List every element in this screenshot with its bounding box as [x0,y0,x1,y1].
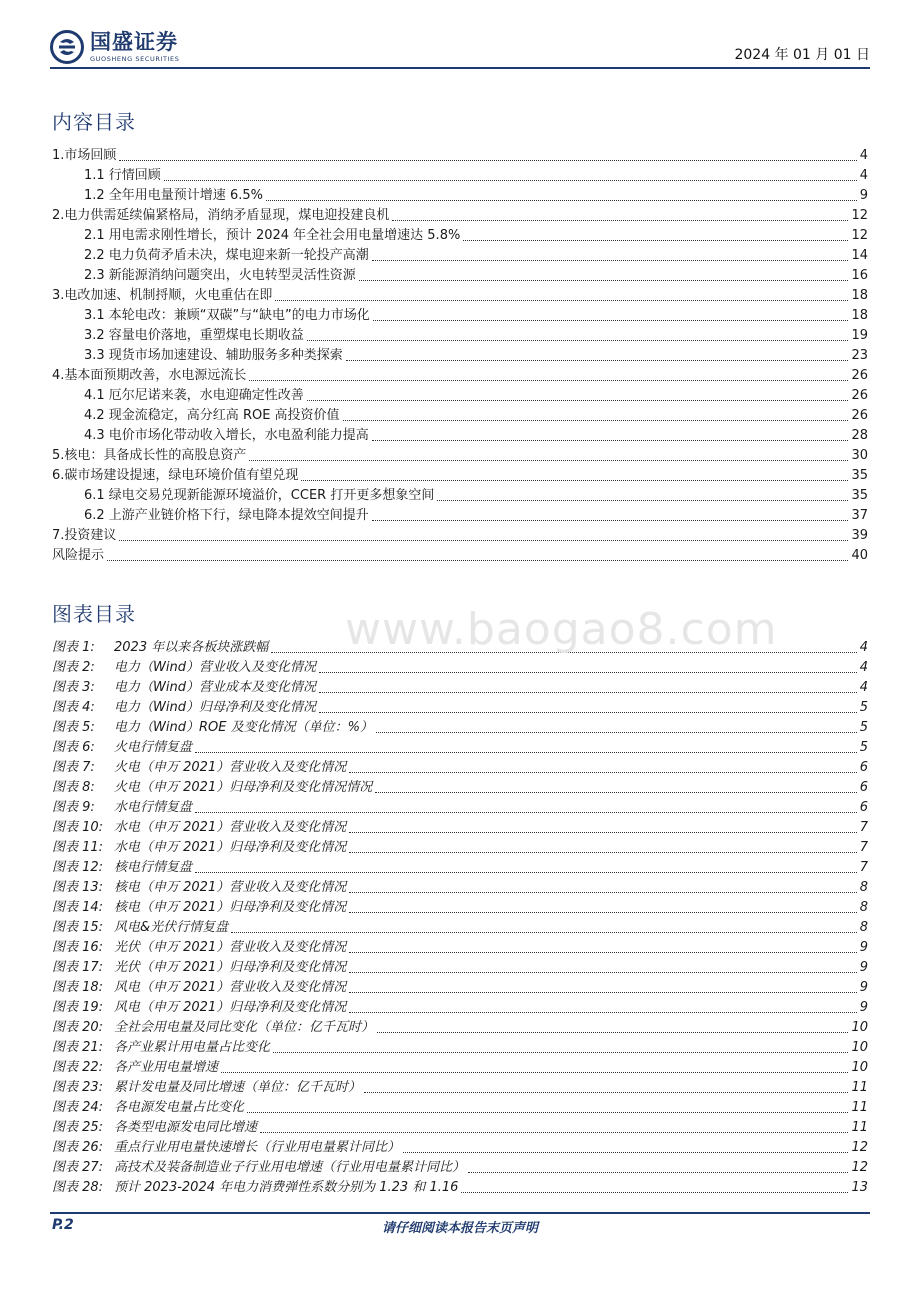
figure-entry[interactable] [52,818,868,838]
figure-entry[interactable] [52,838,868,858]
toc-leader-dots [349,892,857,893]
figure-entry-page: 10 [851,1020,868,1035]
figure-entry[interactable] [52,658,868,678]
figure-entry[interactable] [52,1078,868,1098]
logo-english: GUOSHENG SECURITIES [90,54,180,63]
figure-entry-page: 9 [859,1000,868,1015]
figure-entry[interactable] [52,678,868,698]
toc-leader-dots [346,360,849,361]
toc-entry[interactable] [52,406,868,426]
figure-entry-label: 图表 8: [52,780,95,795]
toc-leader-dots [461,1192,848,1193]
toc-entry[interactable] [52,486,868,506]
figure-entry-title: 火电行情复盘 [114,740,193,755]
figure-entry-title: 重点行业用电量快速增长（行业用电量累计同比） [114,1140,401,1155]
toc-entry[interactable] [52,306,868,326]
figure-entry-page: 9 [859,940,868,955]
toc-entry-page: 14 [851,248,868,263]
figure-entry-title: 各产业累计用电量占比变化 [114,1040,271,1055]
toc-leader-dots [164,180,857,181]
figure-entry-page: 7 [859,840,868,855]
figure-entry-label: 图表 11: [52,840,104,855]
toc-leader-dots [301,480,848,481]
toc-leader-dots [377,1032,848,1033]
figure-entry-page: 11 [851,1120,868,1135]
company-logo [50,30,179,64]
figure-entry-label: 图表 21: [52,1040,104,1055]
figure-entry-title: 风电&光伏行情复盘 [114,920,229,935]
figure-entry-title: 核电行情复盘 [114,860,193,875]
figure-entry-title: 电力（Wind）营业成本及变化情况 [114,680,316,695]
figure-entry-page: 5 [859,740,868,755]
figure-entry-page: 7 [859,820,868,835]
toc-leader-dots [392,220,848,221]
figure-entry-title: 全社会用电量及同比变化（单位：亿千瓦时） [114,1020,375,1035]
footer-divider [50,1212,870,1214]
figure-entry-page: 8 [859,900,868,915]
toc-leader-dots [107,560,848,561]
toc-entry[interactable] [52,386,868,406]
toc-entry[interactable] [52,286,868,306]
figure-entry-label: 图表 28: [52,1180,104,1195]
toc-entry-page: 18 [851,288,868,303]
footer-disclaimer: 请仔细阅读本报告末页声明 [381,1221,538,1236]
toc-leader-dots [372,260,849,261]
toc-leader-dots [375,792,857,793]
toc-entry-title: 1.1 行情回顾 [84,168,161,183]
figure-entry-label: 图表 2: [52,660,95,675]
toc-entry[interactable] [52,266,868,286]
toc-entry-title: 风险提示 [52,548,105,563]
toc-entry-page: 19 [851,328,868,343]
toc-entry[interactable] [52,426,868,446]
figure-entry-page: 13 [851,1180,868,1195]
toc-entry[interactable] [52,526,868,546]
figure-entry-page: 5 [859,700,868,715]
toc-leader-dots [249,380,848,381]
figure-entry-page: 9 [859,960,868,975]
figure-entry[interactable] [52,898,868,918]
toc-entry-title: 1.2 全年用电量预计增速 6.5% [84,188,263,203]
toc-leader-dots [119,160,856,161]
toc-leader-dots [372,440,849,441]
toc-entry-page: 28 [851,428,868,443]
toc-leader-dots [349,992,857,993]
toc-leader-dots [307,340,849,341]
toc-entry-page: 18 [851,308,868,323]
figure-entry-page: 8 [859,920,868,935]
toc-leader-dots [349,852,857,853]
figure-entry[interactable] [52,1058,868,1078]
toc-leader-dots [260,1132,848,1133]
toc-leader-dots [195,752,857,753]
toc-entry-title: 5.核电：具备成长性的高股息资产 [52,448,247,463]
figure-entry-page: 4 [859,680,868,695]
toc-entry-page: 37 [851,508,868,523]
toc-entry-title: 6.碳市场建设提速，绿电环境价值有望兑现 [52,468,299,483]
toc-entry[interactable] [52,346,868,366]
figure-entry[interactable] [52,958,868,978]
figure-entry[interactable] [52,1038,868,1058]
figure-entry-label: 图表 17: [52,960,104,975]
toc-leader-dots [364,1092,848,1093]
toc-entry-page: 12 [851,208,868,223]
figure-entry-label: 图表 5: [52,720,95,735]
figure-entry-title: 各产业用电量增速 [114,1060,219,1075]
figure-entry-title: 累计发电量及同比增速（单位：亿千瓦时） [114,1080,362,1095]
figure-entry-label: 图表 3: [52,680,95,695]
toc-leader-dots [343,420,849,421]
figure-entry-page: 10 [851,1060,868,1075]
figure-entry-label: 图表 19: [52,1000,104,1015]
toc-entry-page: 35 [851,488,868,503]
figure-entry-page: 6 [859,760,868,775]
figure-entry-label: 图表 27: [52,1160,104,1175]
toc-entry-title: 2.1 用电需求刚性增长，预计 2024 年全社会用电量增速达 5.8% [84,228,461,243]
toc-entry-page: 26 [851,388,868,403]
figure-entry-label: 图表 12: [52,860,104,875]
figure-entry-title: 各类型电源发电同比增速 [114,1120,258,1135]
toc-entry-title: 2.3 新能源消纳问题突出，火电转型灵活性资源 [84,268,356,283]
figure-entry[interactable] [52,1018,868,1038]
toc-entry[interactable] [52,366,868,386]
page-number: P.2 [52,1217,74,1233]
toc-entry-title: 4.基本面预期改善，水电源远流长 [52,368,247,383]
figure-entry-page: 8 [859,880,868,895]
figure-entry[interactable] [52,1178,868,1198]
toc-entry-page: 4 [859,148,868,163]
figure-entry-page: 10 [851,1040,868,1055]
toc-leader-dots [359,280,849,281]
contents-title: 内容目录 [52,110,136,134]
figure-entry[interactable] [52,718,868,738]
figure-entry[interactable] [52,1158,868,1178]
figure-entry-title: 核电（申万 2021）营业收入及变化情况 [114,880,347,895]
toc-entry-title: 4.3 电价市场化带动收入增长，水电盈利能力提高 [84,428,369,443]
figure-entry[interactable] [52,778,868,798]
toc-entry-title: 2.电力供需延续偏紧格局，消纳矛盾显现，煤电迎投建良机 [52,208,390,223]
toc-leader-dots [319,692,857,693]
figure-entry[interactable] [52,998,868,1018]
toc-leader-dots [463,240,848,241]
toc-entry[interactable] [52,546,868,566]
figure-entry-title: 光伏（申万 2021）归母净利及变化情况 [114,960,347,975]
figure-entry-label: 图表 24: [52,1100,104,1115]
toc-leader-dots [231,932,857,933]
toc-leader-dots [319,672,857,673]
toc-entry-title: 2.2 电力负荷矛盾未决，煤电迎来新一轮投产高潮 [84,248,369,263]
toc-entry-title: 7.投资建议 [52,528,117,543]
figure-entry[interactable] [52,758,868,778]
toc-leader-dots [273,1052,848,1053]
figure-entry[interactable] [52,738,868,758]
toc-entry-page: 40 [851,548,868,563]
figure-entry[interactable] [52,1138,868,1158]
header-divider [50,67,870,69]
toc-leader-dots [349,832,857,833]
figure-entry-title: 核电（申万 2021）归母净利及变化情况 [114,900,347,915]
toc-entry[interactable] [52,166,868,186]
figure-entry-title: 光伏（申万 2021）营业收入及变化情况 [114,940,347,955]
toc-leader-dots [373,320,849,321]
toc-leader-dots [349,1012,857,1013]
figure-entry[interactable] [52,938,868,958]
toc-entry-page: 16 [851,268,868,283]
toc-entry[interactable] [52,146,868,166]
toc-leader-dots [437,500,848,501]
figure-entry-title: 电力（Wind）营业收入及变化情况 [114,660,316,675]
toc-entry-page: 4 [859,168,868,183]
figure-entry-label: 图表 26: [52,1140,104,1155]
figure-entry-title: 电力（Wind）ROE 及变化情况（单位：%） [114,720,373,735]
report-date: 2024 年 01 月 01 日 [734,47,870,63]
toc-leader-dots [249,460,848,461]
figure-entry-page: 5 [859,720,868,735]
figure-entry-title: 电力（Wind）归母净利及变化情况 [114,700,316,715]
figure-entry-title: 预计 2023-2024 年电力消费弹性系数分别为 1.23 和 1.16 [114,1180,459,1195]
figure-entry-title: 风电（申万 2021）归母净利及变化情况 [114,1000,347,1015]
toc-entry-page: 26 [851,368,868,383]
figure-entry-label: 图表 16: [52,940,104,955]
figure-entry-page: 7 [859,860,868,875]
toc-entry[interactable] [52,246,868,266]
figure-entry-label: 图表 4: [52,700,95,715]
toc-leader-dots [403,1152,848,1153]
figure-entry-title: 火电（申万 2021）营业收入及变化情况 [114,760,347,775]
toc-entry-page: 39 [851,528,868,543]
figure-entry-label: 图表 20: [52,1020,104,1035]
figure-entry-page: 6 [859,780,868,795]
toc-leader-dots [119,540,848,541]
toc-leader-dots [349,772,857,773]
toc-entry-title: 6.2 上游产业链价格下行，绿电降本提效空间提升 [84,508,369,523]
page-header [50,28,870,68]
toc-leader-dots [319,712,857,713]
toc-entry[interactable] [52,206,868,226]
toc-leader-dots [275,300,848,301]
figure-entry-label: 图表 25: [52,1120,104,1135]
figure-entry-label: 图表 6: [52,740,95,755]
figure-entry-page: 12 [851,1140,868,1155]
figure-entry-title: 火电（申万 2021）归母净利及变化情况情况 [114,780,373,795]
contents-list [52,146,868,566]
toc-leader-dots [247,1112,848,1113]
toc-entry[interactable] [52,506,868,526]
toc-leader-dots [221,1072,848,1073]
toc-entry-title: 4.2 现金流稳定，高分红高 ROE 高投资价值 [84,408,340,423]
toc-leader-dots [468,1172,848,1173]
toc-leader-dots [307,400,849,401]
toc-entry-title: 4.1 厄尔尼诺来袭，水电迎确定性改善 [84,388,304,403]
figure-entry-page: 11 [851,1080,868,1095]
figures-list [52,638,868,1198]
toc-entry-page: 23 [851,348,868,363]
toc-leader-dots [376,732,857,733]
figure-entry-label: 图表 9: [52,800,95,815]
figure-entry[interactable] [52,918,868,938]
figure-entry-title: 高技术及装备制造业子行业用电增速（行业用电量累计同比） [114,1160,466,1175]
toc-entry-title: 3.电改加速、机制捋顺，火电重估在即 [52,288,273,303]
toc-leader-dots [195,872,857,873]
toc-leader-dots [349,952,857,953]
figure-entry-label: 图表 14: [52,900,104,915]
toc-leader-dots [372,520,849,521]
toc-entry-title: 1.市场回顾 [52,148,117,163]
figures-title: 图表目录 [52,602,136,626]
figure-entry-page: 11 [851,1100,868,1115]
figure-entry-page: 4 [859,660,868,675]
figure-entry-label: 图表 1: [52,640,95,655]
toc-entry[interactable] [52,186,868,206]
figure-entry-title: 水电行情复盘 [114,800,193,815]
figure-entry[interactable] [52,858,868,878]
figure-entry-label: 图表 18: [52,980,104,995]
figure-entry-page: 9 [859,980,868,995]
toc-leader-dots [195,812,857,813]
figure-entry-label: 图表 15: [52,920,104,935]
figure-entry-title: 水电（申万 2021）营业收入及变化情况 [114,820,347,835]
toc-entry-page: 26 [851,408,868,423]
figure-entry[interactable] [52,1098,868,1118]
guosheng-logo-icon [50,30,84,64]
figure-entry-label: 图表 22: [52,1060,104,1075]
toc-leader-dots [266,200,857,201]
toc-entry-page: 30 [851,448,868,463]
toc-entry-title: 6.1 绿电交易兑现新能源环境溢价，CCER 打开更多想象空间 [84,488,435,503]
figure-entry-page: 4 [859,640,868,655]
toc-entry-title: 3.1 本轮电改：兼顾“双碳”与“缺电”的电力市场化 [84,308,370,323]
figure-entry[interactable] [52,878,868,898]
toc-entry[interactable] [52,446,868,466]
figure-entry-label: 图表 13: [52,880,104,895]
toc-leader-dots [349,972,857,973]
toc-entry-page: 12 [851,228,868,243]
figure-entry-label: 图表 10: [52,820,104,835]
figure-entry[interactable] [52,698,868,718]
watermark: www.baogao8.com [345,604,778,655]
toc-entry[interactable] [52,326,868,346]
figure-entry-title: 2023 年以来各板块涨跌幅 [114,640,269,655]
figure-entry-page: 12 [851,1160,868,1175]
toc-leader-dots [349,912,857,913]
toc-entry-page: 9 [859,188,868,203]
figure-entry-title: 风电（申万 2021）营业收入及变化情况 [114,980,347,995]
figure-entry-label: 图表 23: [52,1080,104,1095]
figure-entry-title: 各电源发电量占比变化 [114,1100,245,1115]
figure-entry-page: 6 [859,800,868,815]
figure-entry[interactable] [52,798,868,818]
logo-name: 国盛证券 [90,29,178,54]
figure-entry-title: 水电（申万 2021）归母净利及变化情况 [114,840,347,855]
figure-entry[interactable] [52,978,868,998]
figure-entry[interactable] [52,1118,868,1138]
toc-entry-title: 3.2 容量电价落地，重塑煤电长期收益 [84,328,304,343]
toc-entry[interactable] [52,226,868,246]
toc-entry-title: 3.3 现货市场加速建设、辅助服务多种类探索 [84,348,343,363]
toc-entry-page: 35 [851,468,868,483]
figure-entry-label: 图表 7: [52,760,95,775]
toc-entry[interactable] [52,466,868,486]
